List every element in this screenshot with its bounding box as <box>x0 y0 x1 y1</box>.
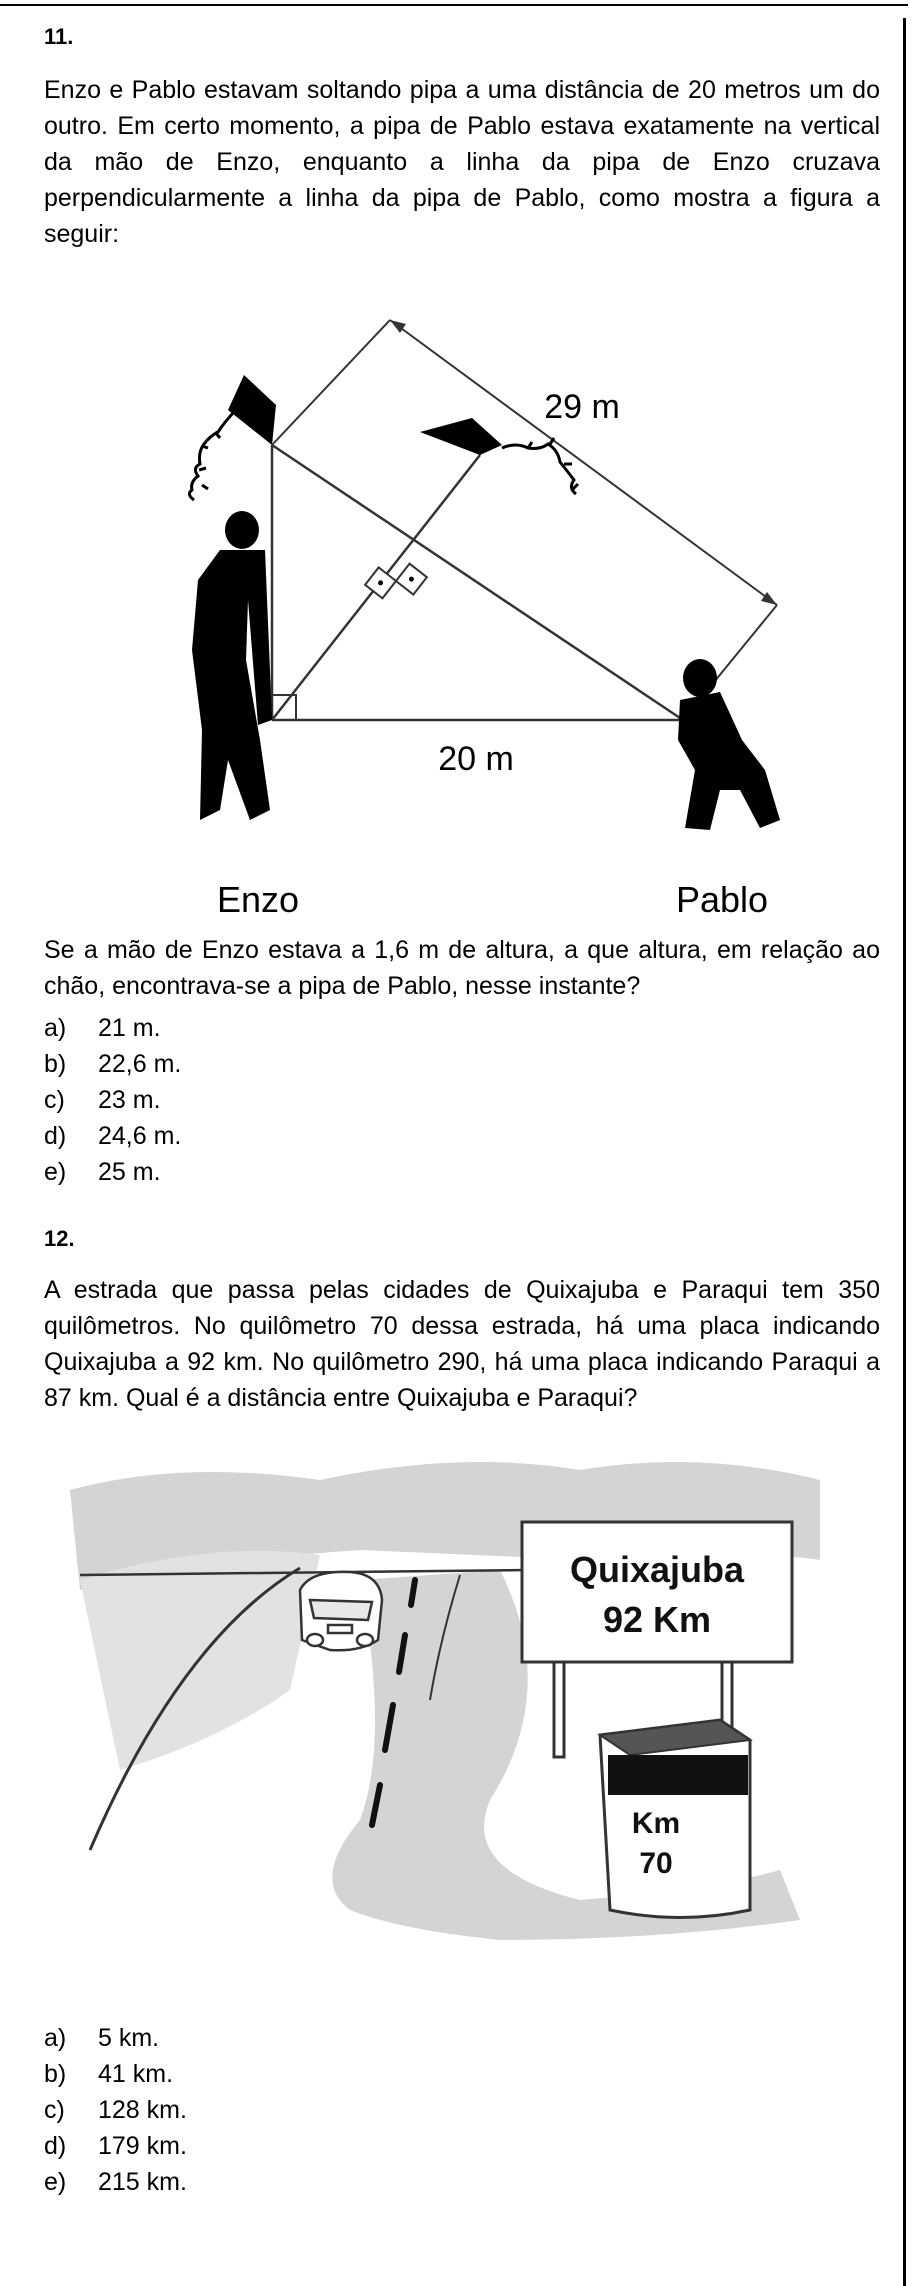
dim-extension-line-1 <box>272 320 390 445</box>
sign-distance-text: 92 Km <box>602 1599 712 1640</box>
sign-city-text: Quixajuba <box>569 1549 745 1590</box>
question-12-text: A estrada que passa pelas cidades de Quixajuba e Paraqui tem 350 quilômetros. No quilômetro 70 dessa estrada, há uma placa indicando Quixajuba a 92 km. No quilômetro 290, há uma placa indicando Paraqui a 87 km. Qual é a distância entre Quixajuba e Paraqui? <box>44 1276 880 1412</box>
option-a[interactable]: a) 5 km. <box>44 2024 160 2052</box>
option-e[interactable]: e) 215 km. <box>44 2168 187 2196</box>
option-e[interactable]: e) 25 m. <box>44 1158 161 1186</box>
city-sign <box>522 1522 792 1662</box>
question-11-prompt: Se a mão de Enzo estava a 1,6 m de altura, a que altura, em relação ao chão, encontrava-se a pipa de Pablo, nesse instante? <box>44 936 880 1000</box>
option-b[interactable]: b) 22,6 m. <box>44 1050 182 1078</box>
option-d[interactable]: d) 24,6 m. <box>44 1122 182 1150</box>
question-11-number: 11. <box>44 24 74 49</box>
marker-value-text: 70 <box>639 1847 673 1880</box>
kite-triangle-figure <box>120 300 800 920</box>
label-29m: 29 m <box>544 388 620 426</box>
option-b[interactable]: b) 41 km. <box>44 2060 174 2088</box>
question-11-options <box>44 1010 181 1190</box>
label-20m: 20 m <box>438 740 514 778</box>
question-12-number: 12. <box>44 1226 75 1251</box>
option-c[interactable]: c) 128 km. <box>44 2096 187 2124</box>
option-c[interactable]: c) 23 m. <box>44 1086 161 1114</box>
pablo-silhouette <box>678 659 780 830</box>
marker-km-text: Km <box>631 1807 681 1840</box>
label-enzo: Enzo <box>216 879 300 920</box>
enzo-silhouette <box>192 511 272 820</box>
option-d[interactable]: d) 179 km. <box>44 2132 187 2160</box>
right-angle-marker-intersection <box>365 550 427 612</box>
question-11-text: Enzo e Pablo estavam soltando pipa a uma distância de 20 metros um do outro. Em certo momento, a pipa de Pablo estava exatamente na vertical da mão de Enzo, enquanto a linha da pipa de Enzo cruzava perpendicularmente a linha da pipa de Pablo, como mostra a figura a seguir: <box>44 76 880 248</box>
pablo-kite <box>189 375 276 500</box>
option-a[interactable]: a) 21 m. <box>44 1014 161 1042</box>
top-rule <box>0 4 908 6</box>
right-column-rule <box>903 18 906 2286</box>
car <box>300 1572 382 1650</box>
label-pablo: Pablo <box>675 879 769 920</box>
question-12-options <box>44 2020 187 2200</box>
pablo-kite-line <box>272 445 683 720</box>
enzo-kite <box>420 418 578 494</box>
road-sign-figure <box>60 1440 840 1960</box>
